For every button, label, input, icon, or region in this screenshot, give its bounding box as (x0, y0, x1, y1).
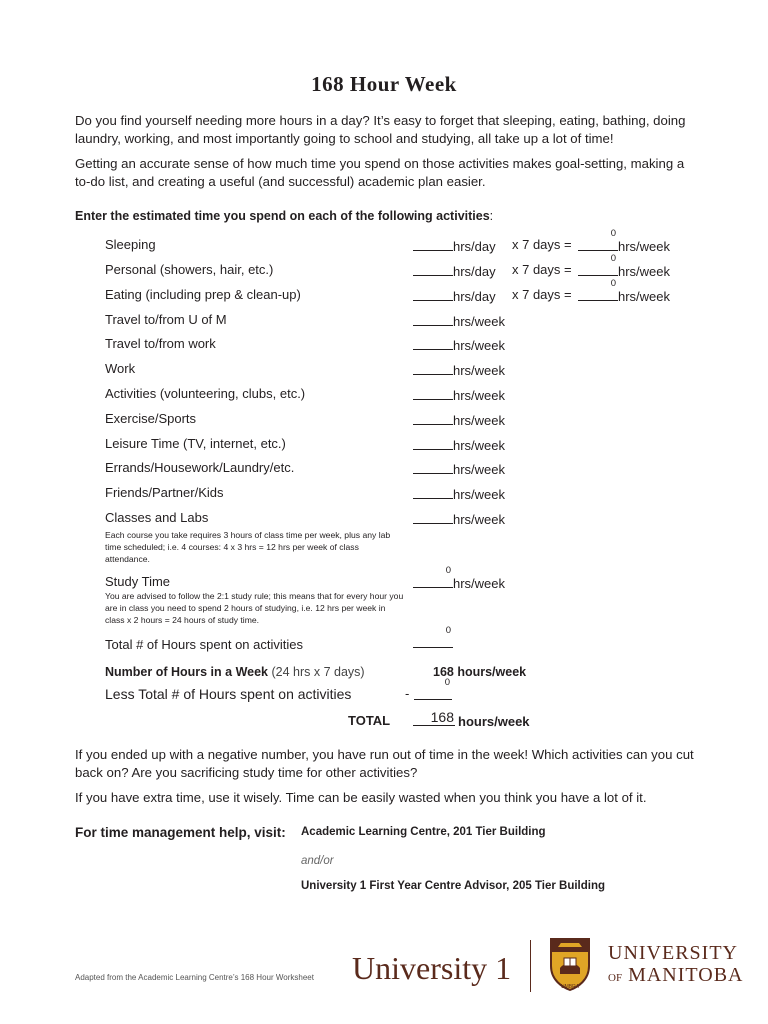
weekly-unit: hrs/week (618, 239, 671, 254)
row-input-travel-uofm[interactable] (413, 312, 505, 329)
row-input-friends[interactable] (413, 485, 505, 502)
unit-label: hrs/day (453, 264, 496, 279)
input-blank[interactable] (413, 386, 453, 400)
row-input-exercise[interactable] (413, 411, 505, 428)
input-blank[interactable] (413, 237, 453, 251)
unit-label: hrs/week (453, 512, 506, 527)
unit-label: hrs/week (453, 314, 506, 329)
input-blank[interactable] (413, 411, 453, 425)
classes-note: Each course you take requires 3 hours of class time per week, plus any lab time scheduled; i.e. 4 courses: 4 x 3 hrs = 12 hrs per week of class attendance. (105, 530, 391, 564)
row-input-errands[interactable] (413, 460, 505, 477)
total-blank[interactable] (413, 625, 453, 648)
um-logo-line-1: UNIVERSITY (608, 942, 738, 964)
row-label-travel-work: Travel to/from work (105, 336, 216, 351)
help-andor: and/or (301, 855, 334, 867)
row-label-study: Study Time (105, 574, 171, 589)
row-label-exercise: Exercise/Sports (105, 411, 197, 426)
study-value: 0 (445, 565, 451, 576)
row-label-sleeping: Sleeping (105, 237, 156, 252)
help-label: For time management help, visit: (75, 825, 286, 840)
unit-label: hrs/week (453, 487, 506, 502)
row-label-leisure: Leisure Time (TV, internet, etc.) (105, 436, 286, 451)
weekly-eating (578, 278, 671, 304)
input-blank[interactable] (413, 262, 453, 276)
input-blank[interactable] (413, 287, 453, 301)
multiplier-sleeping: x 7 days = (512, 237, 572, 252)
total-activities-value: 0 (445, 625, 451, 636)
row-label-travel-uofm: Travel to/from U of M (105, 312, 227, 327)
row-input-eating[interactable] (413, 287, 496, 304)
unit-label: hrs/week (453, 338, 506, 353)
row-input-classes[interactable] (413, 510, 505, 527)
um-logo-of: OF (608, 972, 623, 984)
total-activities-field (413, 625, 453, 651)
weekly-unit: hrs/week (618, 289, 671, 304)
unit-label: hrs/week (453, 462, 506, 477)
weekly-value: 0 (610, 253, 616, 264)
instruction-colon: : (489, 209, 494, 223)
unit-label: hrs/week (453, 388, 506, 403)
total-activities-label: Total # of Hours spent on activities (105, 637, 303, 652)
university-1-logo: University 1 (352, 950, 512, 986)
instruction (75, 209, 493, 223)
weekly-sleeping (578, 228, 671, 254)
grand-total-unit: hours/week (458, 714, 530, 729)
grand-total-field (413, 709, 530, 731)
help-place-1: Academic Learning Centre, 201 Tier Building (301, 826, 546, 838)
help-place-2: University 1 First Year Centre Advisor, 205 Tier Building (301, 880, 606, 892)
unit-label: hrs/week (453, 363, 506, 378)
multiplier-eating: x 7 days = (512, 287, 572, 302)
unit-label: hrs/week (453, 576, 506, 591)
crest-motto: UMBRA (561, 984, 580, 990)
outro-paragraph-1: If you ended up with a negative number, you have run out of time in the week! Which activities can you cut back on? Are you sacrificing study time for other activities? (75, 747, 694, 780)
row-label-errands: Errands/Housework/Laundry/etc. (105, 460, 295, 475)
row-label-work: Work (105, 361, 136, 376)
row-input-personal[interactable] (413, 262, 496, 279)
weekly-blank[interactable] (578, 228, 618, 251)
outro-paragraph-2: If you have extra time, use it wisely. Time can be easily wasted when you think you have a lot of it. (75, 790, 647, 805)
grand-total-label: TOTAL (348, 713, 391, 728)
row-label-eating: Eating (including prep & clean-up) (105, 287, 301, 302)
university-crest-icon (548, 936, 592, 997)
grand-total-blank[interactable] (413, 709, 455, 726)
unit-label: hrs/day (453, 289, 496, 304)
row-input-study[interactable] (413, 565, 506, 591)
grand-total-value: 168 (430, 709, 454, 725)
week-hours-value: 168 hours/week (433, 665, 527, 679)
weekly-unit: hrs/week (618, 264, 671, 279)
um-logo-line-2 (608, 964, 743, 987)
logo-divider (530, 940, 531, 992)
input-blank[interactable] (413, 485, 453, 499)
input-blank[interactable] (413, 312, 453, 326)
input-blank[interactable] (413, 510, 453, 524)
row-input-leisure[interactable] (413, 436, 505, 453)
less-total-field (414, 677, 452, 705)
um-logo-manitoba: MANITOBA (628, 964, 744, 986)
input-blank[interactable] (413, 460, 453, 474)
input-blank[interactable] (413, 361, 453, 375)
week-hours-tail: (24 hrs x 7 days) (268, 665, 365, 679)
row-input-work[interactable] (413, 361, 505, 378)
row-input-activities[interactable] (413, 386, 505, 403)
instruction-bold: Enter the estimated time you spend on each of the following activities (75, 209, 490, 223)
weekly-value: 0 (610, 278, 616, 289)
intro-paragraph-2: Getting an accurate sense of how much time you spend on those activities makes goal-setting, making a to-do list, and creating a useful (and successful) academic plan easier. (75, 156, 685, 189)
weekly-personal (578, 253, 671, 279)
unit-label: hrs/week (453, 438, 506, 453)
week-hours-bold: Number of Hours in a Week (105, 665, 268, 679)
unit-label: hrs/week (453, 413, 506, 428)
page-title: 168 Hour Week (311, 72, 457, 96)
row-label-friends: Friends/Partner/Kids (105, 485, 224, 500)
input-blank[interactable] (413, 436, 453, 450)
row-label-personal: Personal (showers, hair, etc.) (105, 262, 274, 277)
less-total-blank[interactable] (414, 677, 452, 700)
week-hours-label (105, 665, 365, 679)
row-input-travel-work[interactable] (413, 336, 505, 353)
row-label-activities: Activities (volunteering, clubs, etc.) (105, 386, 306, 401)
row-label-classes: Classes and Labs (105, 510, 209, 525)
weekly-value: 0 (610, 228, 616, 239)
multiplier-personal: x 7 days = (512, 262, 572, 277)
row-input-sleeping[interactable] (413, 237, 496, 254)
unit-label: hrs/day (453, 239, 496, 254)
intro-paragraph-1: Do you find yourself needing more hours in a day? It’s easy to forget that sleeping, eating, bathing, doing laundry, working, and most importantly going to school and studying, all take up a lot of time! (75, 113, 686, 146)
minus-sign: - (405, 686, 410, 701)
input-blank[interactable] (413, 565, 453, 588)
input-blank[interactable] (413, 336, 453, 350)
weekly-blank[interactable] (578, 253, 618, 276)
footnote: Adapted from the Academic Learning Centre’s 168 Hour Worksheet (75, 973, 314, 982)
weekly-blank[interactable] (578, 278, 618, 301)
study-note: You are advised to follow the 2:1 study rule; this means that for every hour you are in class you need to spend 2 hours of studying, i.e. 12 hrs per week in class x 2 hours = 24 hours of study time. (105, 591, 404, 625)
less-total-label: Less Total # of Hours spent on activities (105, 686, 352, 702)
less-total-value: 0 (444, 677, 450, 688)
